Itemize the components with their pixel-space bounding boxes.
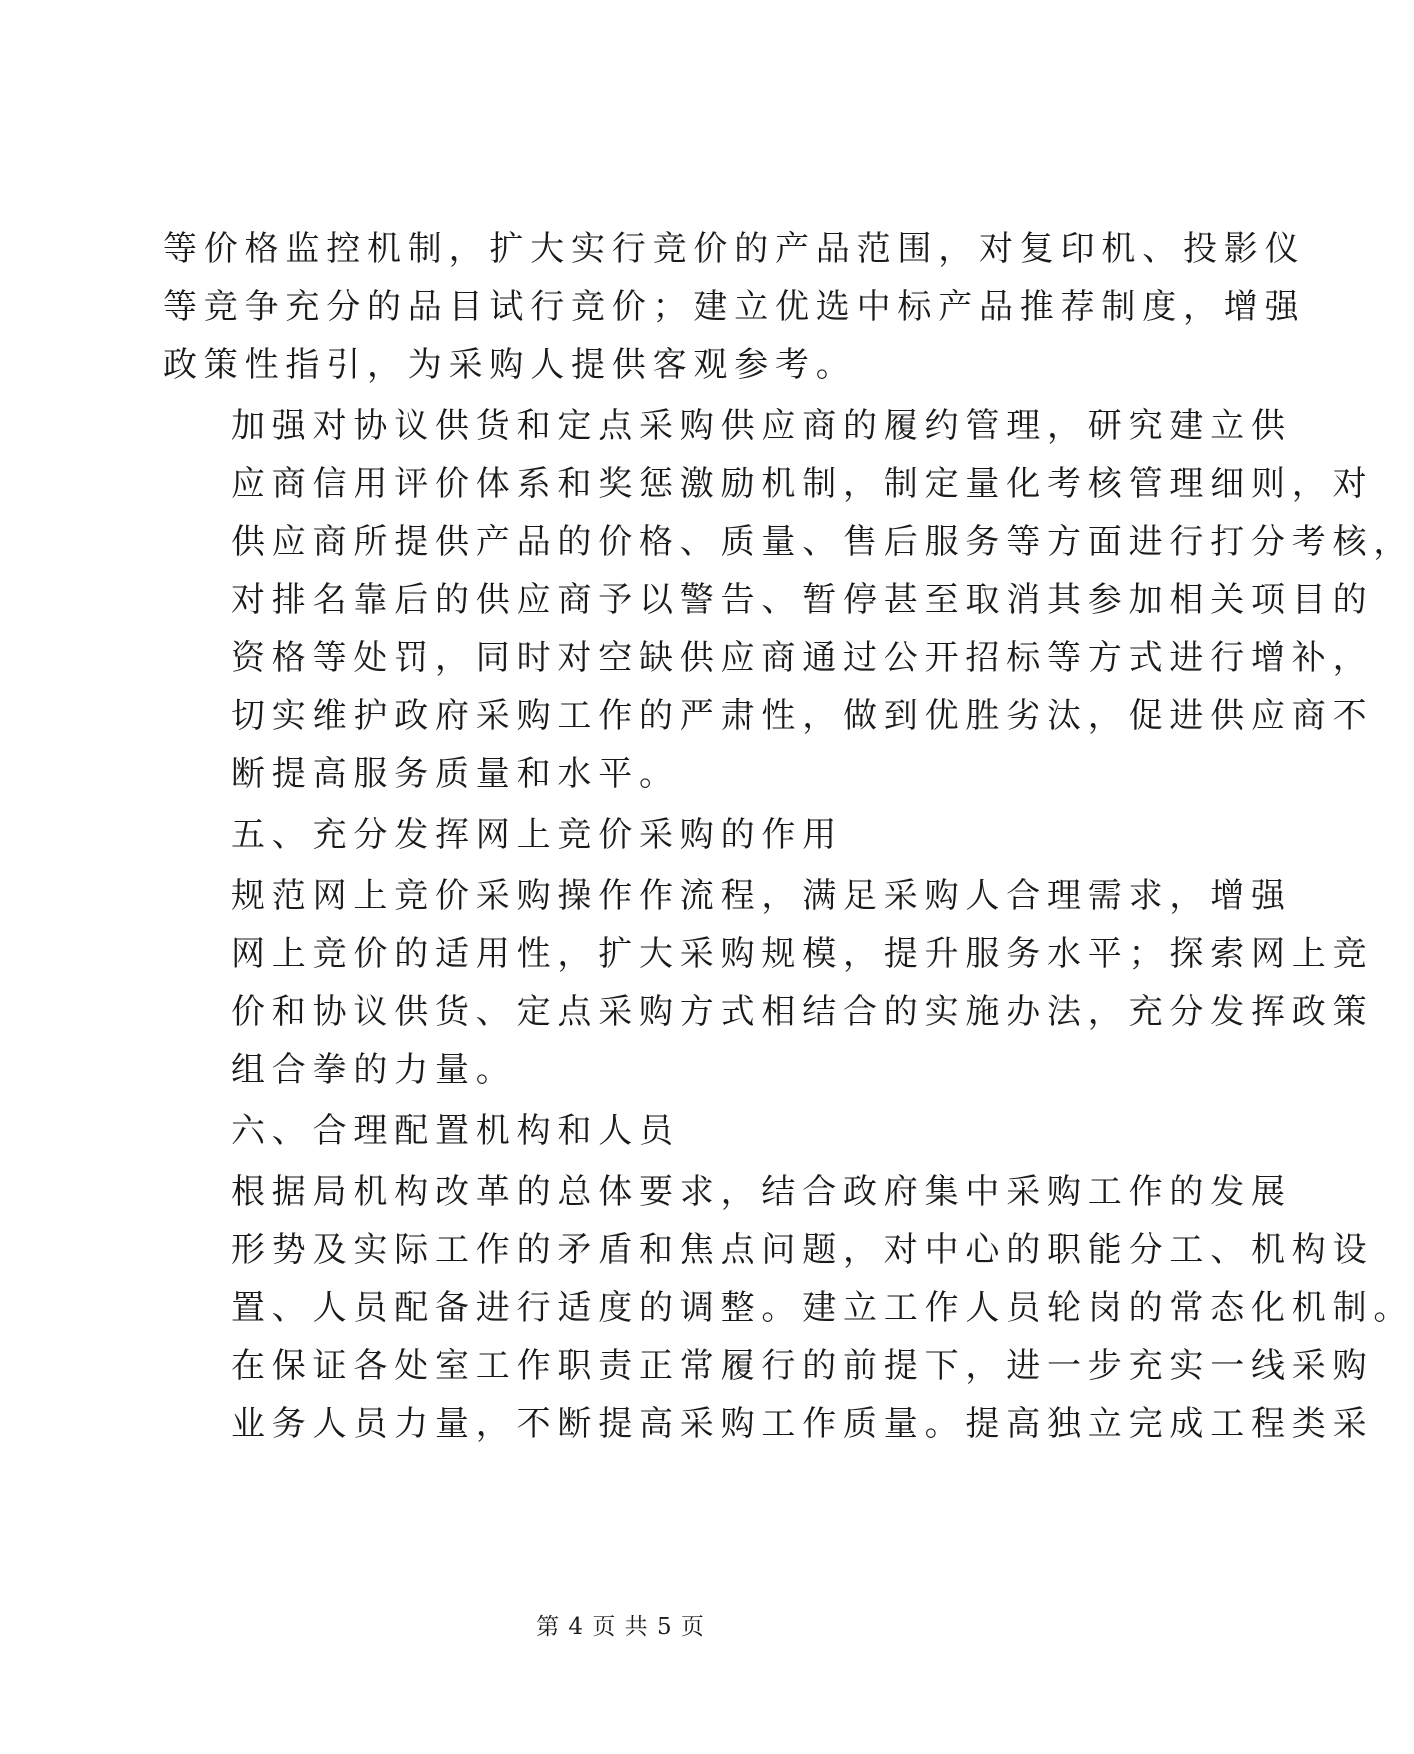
text-line: 加强对协议供货和定点采购供应商的履约管理，研究建立供 <box>231 406 1292 446</box>
text-line: 应商信用评价体系和奖惩激励机制，制定量化考核管理细则，对 <box>231 464 1374 504</box>
heading-text: 五、充分发挥网上竞价采购的作用 <box>231 815 843 855</box>
paragraph-supplier-management <box>163 397 1414 803</box>
text-line: 等价格监控机制，扩大实行竞价的产品范围，对复印机、投影仪 <box>163 229 1306 269</box>
text-line: 切实维护政府采购工作的严肃性，做到优胜劣汰，促进供应商不 <box>231 696 1374 736</box>
heading-text: 六、合理配置机构和人员 <box>231 1111 680 1151</box>
text-line: 对排名靠后的供应商予以警告、暂停甚至取消其参加相关项目的 <box>231 580 1374 620</box>
text-line: 业务人员力量，不断提高采购工作质量。提高独立完成工程类采 <box>231 1404 1374 1444</box>
text-line: 形势及实际工作的矛盾和焦点问题，对中心的职能分工、机构设 <box>231 1230 1374 1270</box>
text-line: 政策性指引，为采购人提供客观参考。 <box>163 345 857 385</box>
text-line: 供应商所提供产品的价格、质量、售后服务等方面进行打分考核， <box>231 522 1414 562</box>
paragraph-staffing <box>163 1163 1414 1453</box>
text-line: 断提高服务质量和水平。 <box>231 754 680 794</box>
text-line: 置、人员配备进行适度的调整。建立工作人员轮岗的常态化机制。 <box>231 1288 1414 1328</box>
text-line: 网上竞价的适用性，扩大采购规模，提升服务水平；探索网上竞 <box>231 934 1374 974</box>
text-line: 根据局机构改革的总体要求，结合政府集中采购工作的发展 <box>231 1172 1292 1212</box>
section-heading-5 <box>163 806 1083 864</box>
page-number-footer: 第 4 页 共 5 页 <box>536 1614 705 1640</box>
paragraph-online-bidding <box>163 867 1374 1099</box>
document-body <box>163 220 1414 1456</box>
section-heading-6 <box>163 1102 1083 1160</box>
text-line: 组合拳的力量。 <box>231 1050 517 1090</box>
text-line: 资格等处罚，同时对空缺供应商通过公开招标等方式进行增补， <box>231 638 1374 678</box>
text-line: 等竞争充分的品目试行竞价；建立优选中标产品推荐制度，增强 <box>163 287 1306 327</box>
text-line: 价和协议供货、定点采购方式相结合的实施办法，充分发挥政策 <box>231 992 1374 1032</box>
text-line: 在保证各处室工作职责正常履行的前提下，进一步充实一线采购 <box>231 1346 1374 1386</box>
paragraph-continuation <box>163 220 1306 394</box>
text-line: 规范网上竞价采购操作作流程，满足采购人合理需求，增强 <box>231 876 1292 916</box>
